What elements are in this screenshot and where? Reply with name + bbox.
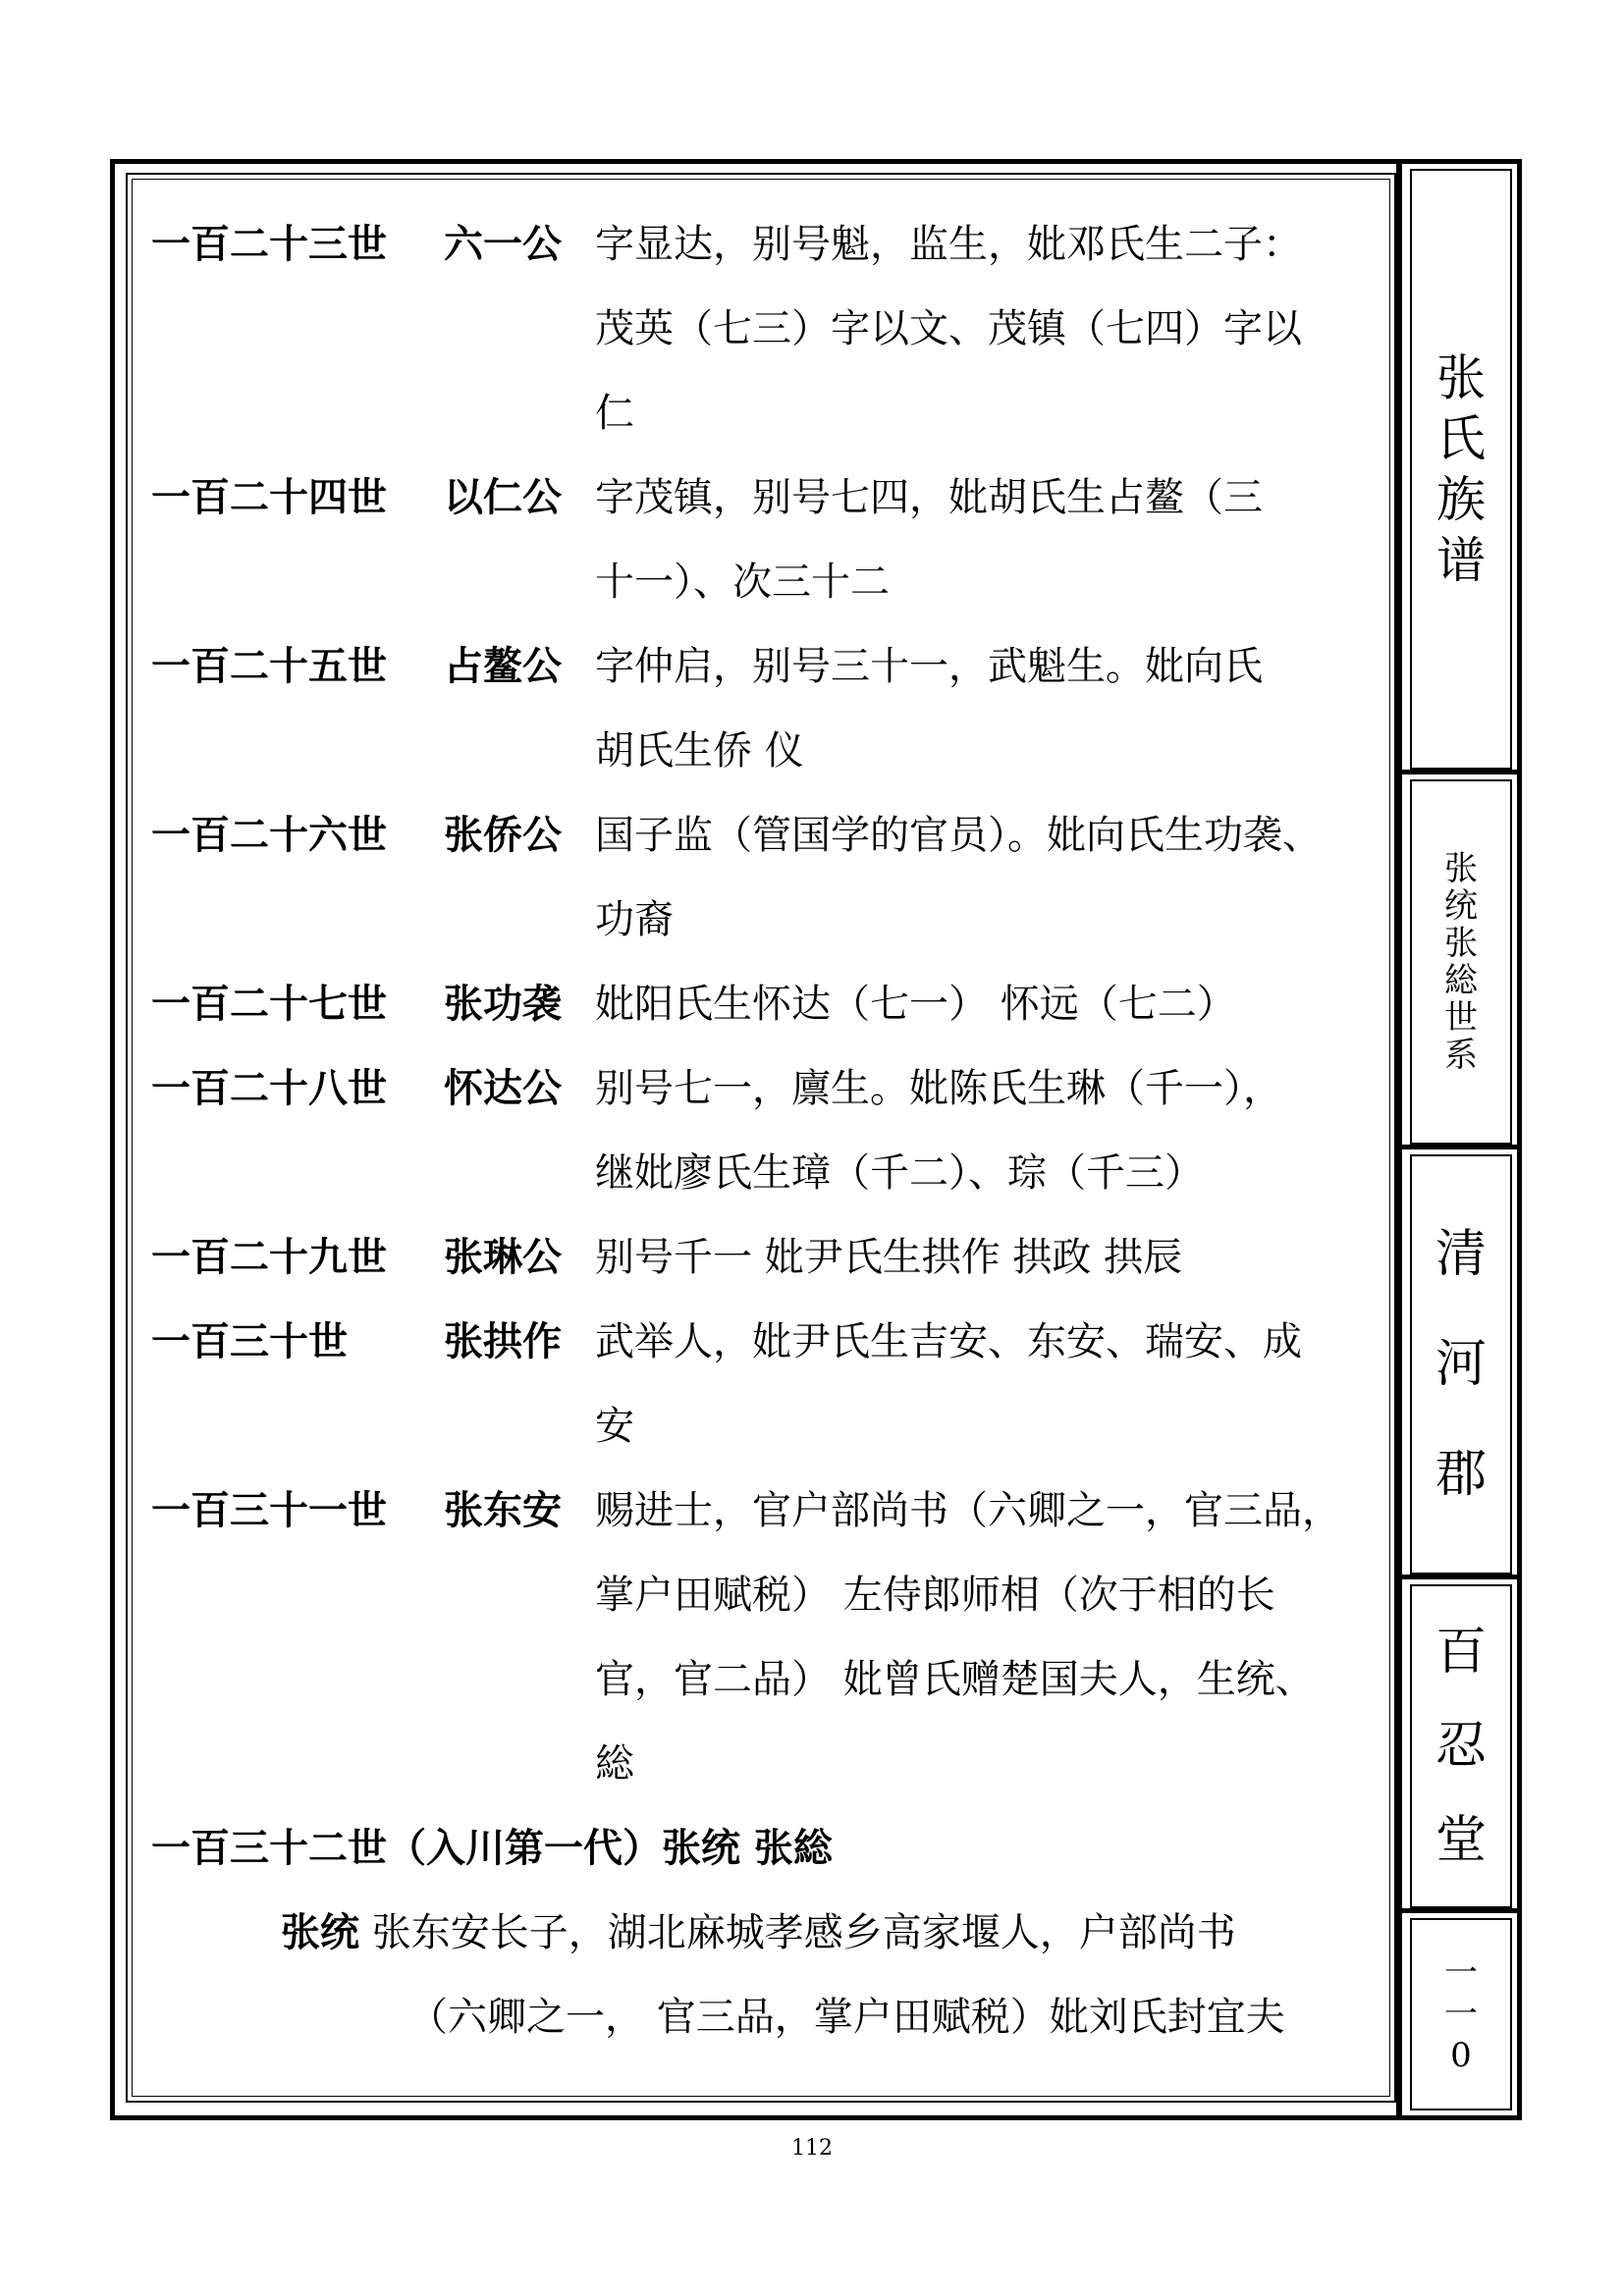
generation-label: 一百三十世: [151, 1318, 348, 1364]
side-subtitle-char: 世: [1444, 998, 1478, 1038]
side-hall-char: 百: [1435, 1623, 1487, 1682]
side-page-number: [1444, 1952, 1478, 2076]
generation-entry: [151, 1468, 1379, 1806]
side-subtitle-char: 张: [1444, 924, 1478, 963]
description-line: 妣阳氏生怀达（七一） 怀远（七二）: [595, 982, 1236, 1027]
ancestor-description: [595, 202, 1526, 455]
side-separator: [1402, 1908, 1518, 1913]
generation-132-heading: 一百三十二世（入川第一代）张统 张総: [151, 1825, 833, 1871]
side-hall-char: 堂: [1435, 1811, 1487, 1870]
side-hall-char: 河: [1435, 1335, 1487, 1394]
generation-label: 一百二十三世: [151, 221, 387, 267]
ancestor-name: 张功袭: [444, 981, 562, 1027]
description-line: 十一）、次三十二: [595, 560, 890, 605]
ancestor-name: 张拱作: [444, 1318, 562, 1364]
description-line: 仁: [595, 391, 634, 436]
generation-entry: [151, 455, 1379, 624]
ancestor-name: 占鳌公: [444, 643, 562, 689]
ancestor-description: [595, 1215, 1526, 1300]
ancestor-name: 张侨公: [444, 812, 562, 858]
description-line: 赐进士，官户部尚书（六卿之一，官三品，: [595, 1488, 1341, 1533]
generation-list: [151, 202, 1379, 1806]
generation-entry: [151, 202, 1379, 455]
description-line: 掌户田赋税） 左侍郎师相（次于相的长: [595, 1573, 1275, 1618]
genealogy-content: [151, 202, 1379, 2059]
generation-label: 一百二十七世: [151, 981, 387, 1027]
side-page-char: 0: [1450, 2036, 1472, 2075]
description-line: 别号千一 妣尹氏生拱作 拱政 拱辰: [595, 1235, 1183, 1280]
side-hall-char: 清: [1435, 1225, 1487, 1284]
generation-label: 一百二十四世: [151, 474, 387, 520]
entry-paragraph-continued: （六卿之一， 官三品，掌户田赋税）妣刘氏封宜夫: [408, 1995, 1285, 2040]
ancestor-name: 怀达公: [444, 1065, 562, 1111]
generation-entry: [151, 624, 1379, 793]
side-subtitle-char: 総: [1444, 961, 1478, 1000]
description-line: 安: [595, 1404, 634, 1449]
side-page-char: 一: [1444, 1995, 1478, 2034]
side-title-char: 张: [1436, 349, 1486, 406]
side-hall-char: 忍: [1435, 1717, 1487, 1776]
description-line: 胡氏生侨 仪: [595, 728, 804, 774]
description-line: 国子监（管国学的官员）。妣向氏生功袭、: [595, 813, 1322, 858]
generation-entry: [151, 1215, 1379, 1300]
ancestor-description: [595, 1468, 1526, 1806]
side-title-char: 谱: [1436, 532, 1486, 589]
description-line: 字茂镇，别号七四，妣胡氏生占鳌（三: [595, 475, 1263, 520]
generation-label: 一百二十五世: [151, 643, 387, 689]
side-subtitle-char: 系: [1444, 1036, 1478, 1075]
generation-entry: [151, 793, 1379, 962]
generation-entry: [151, 1046, 1379, 1215]
description-line: 茂英（七三）字以文、茂镇（七四）字以: [595, 306, 1302, 351]
generation-label: 一百二十九世: [151, 1234, 387, 1280]
ancestor-description: [595, 455, 1526, 624]
side-subtitle-char: 统: [1444, 886, 1478, 926]
page-number: 112: [791, 2136, 833, 2161]
ancestor-description: [595, 962, 1526, 1046]
ancestor-description: [595, 793, 1526, 962]
ancestor-description: [595, 624, 1526, 793]
description-line: 官，官二品） 妣曾氏赠楚国夫人，生统、: [595, 1657, 1315, 1702]
side-title-char: 族: [1436, 471, 1486, 528]
entry-lead-name: 张统: [281, 1909, 359, 1955]
ancestor-name: 以仁公: [444, 474, 562, 520]
ancestor-name: 张东安: [444, 1487, 562, 1533]
description-line: 総: [595, 1741, 634, 1787]
description-line: 别号七一，廪生。妣陈氏生琳（千一），: [595, 1066, 1282, 1111]
generation-entry: [151, 962, 1379, 1046]
generation-entry: [151, 1300, 1379, 1468]
ancestor-name: 张琳公: [444, 1234, 562, 1280]
side-hall-char: 郡: [1435, 1445, 1487, 1504]
entry-paragraph: [151, 1891, 1379, 1975]
generation-label: 一百二十八世: [151, 1065, 387, 1111]
description-line: 功裔: [595, 897, 674, 942]
description-line: 字显达，别号魁，监生，妣邓氏生二子：: [595, 222, 1302, 267]
side-subtitle-char: 张: [1444, 849, 1478, 888]
side-page-char: 一: [1444, 1953, 1478, 1993]
generation-label: 一百二十六世: [151, 812, 387, 858]
side-page-box: [1410, 1918, 1512, 2110]
description-line: 字仲启，别号三十一，武魁生。妣向氏: [595, 644, 1263, 689]
ancestor-description: [595, 1300, 1526, 1468]
ancestor-name: 六一公: [444, 221, 562, 267]
ancestor-description: [595, 1046, 1526, 1215]
entry-text: 张东安长子，湖北麻城孝感乡高家堰人，户部尚书: [359, 1910, 1236, 1955]
side-title-char: 氏: [1436, 410, 1486, 467]
description-line: 武举人，妣尹氏生吉安、东安、瑞安、成: [595, 1319, 1302, 1364]
description-line: 继妣廖氏生璋（千二）、琮（千三）: [595, 1150, 1204, 1196]
generation-label: 一百三十一世: [151, 1487, 387, 1533]
